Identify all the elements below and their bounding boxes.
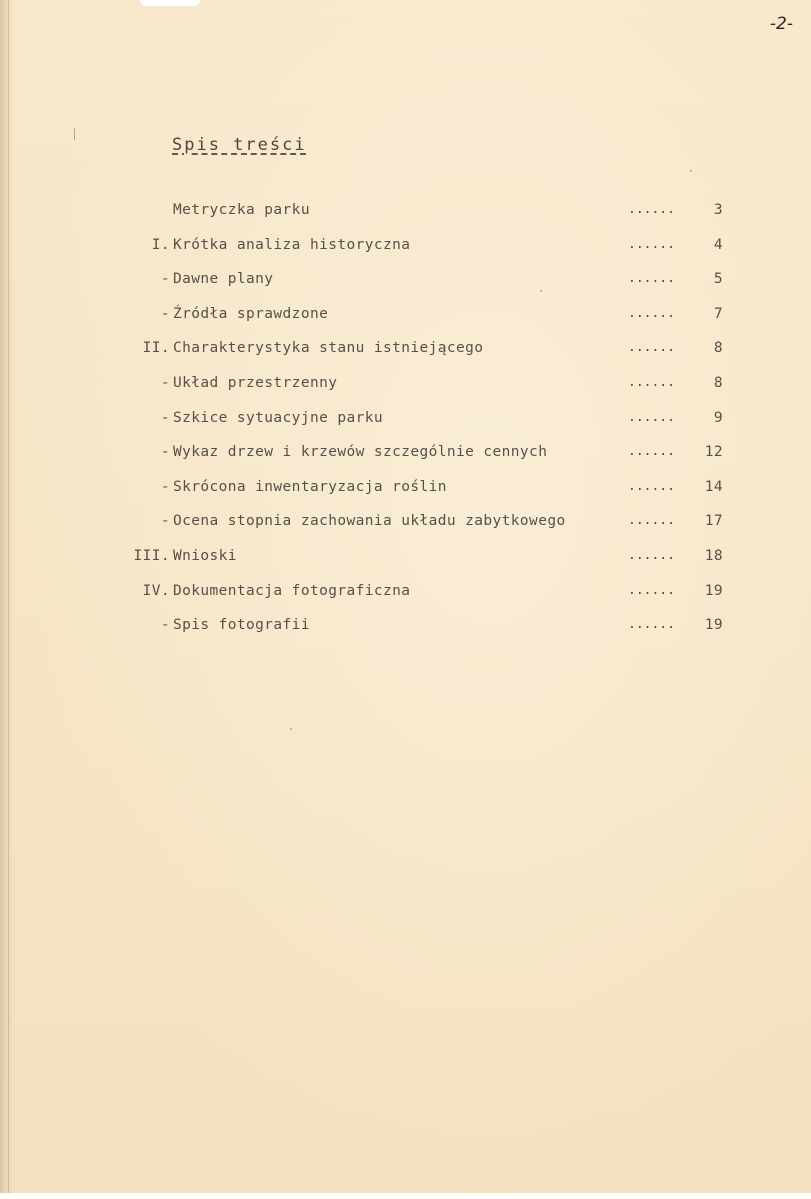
toc-entry-number: - [160, 409, 170, 426]
toc-entry [110, 202, 730, 237]
toc-entry [110, 306, 730, 341]
toc-entry-number: - [160, 617, 170, 634]
margin-mark [74, 128, 75, 140]
toc-entry-page: 18 [704, 547, 723, 564]
toc-entry-leader-dots: ...... [628, 271, 675, 287]
toc-entry-number: - [160, 305, 170, 322]
toc-entry-page: 8 [713, 374, 723, 391]
toc-entry-leader-dots: ...... [628, 444, 675, 460]
toc-entry-page: 4 [713, 236, 723, 253]
toc-entry-title: Charakterystyka stanu istniejącego [173, 340, 484, 357]
paper-speck [690, 170, 692, 172]
toc-entry [110, 410, 730, 445]
toc-entry-page: 14 [704, 478, 723, 495]
toc-entry-leader-dots: ...... [628, 513, 675, 529]
toc-entry [110, 375, 730, 410]
page-title: Spis treści [172, 135, 307, 155]
paper-fold-line [8, 0, 9, 1199]
toc-entry-title: Metryczka parku [173, 202, 310, 218]
toc-entry-title: Dawne plany [173, 271, 274, 288]
toc-entry-page: 12 [704, 444, 723, 461]
toc-entry-leader-dots: ...... [628, 305, 675, 321]
toc-entry-number: - [160, 271, 170, 288]
toc-entry-number: II. [142, 340, 170, 357]
toc-entry-page: 7 [713, 305, 723, 322]
toc-entry-number: - [160, 444, 170, 461]
toc-entry-title: Ocena stopnia zachowania układu zabytkowego [173, 513, 566, 530]
toc-entry-number: III. [133, 547, 170, 564]
paper-speck [290, 728, 292, 730]
toc-entry-leader-dots: ...... [628, 236, 675, 252]
toc-entry [110, 513, 730, 548]
toc-entry-page: 8 [713, 340, 723, 357]
toc-entry-title: Szkice sytuacyjne parku [173, 409, 383, 426]
paper-top-notch [140, 0, 200, 6]
table-of-contents [110, 202, 730, 652]
toc-entry [110, 444, 730, 479]
toc-entry [110, 340, 730, 375]
toc-entry-leader-dots: ...... [628, 374, 675, 390]
toc-entry-title: Wykaz drzew i krzewów szczególnie cennych [173, 444, 548, 461]
toc-entry-number: - [160, 478, 170, 495]
toc-entry-number: - [160, 374, 170, 391]
toc-entry-leader-dots: ...... [628, 547, 675, 563]
toc-entry-page: 17 [704, 513, 723, 530]
toc-entry [110, 237, 730, 272]
toc-entry [110, 271, 730, 306]
toc-entry-page: 5 [713, 271, 723, 288]
toc-entry-leader-dots: ...... [628, 582, 675, 598]
toc-entry-title: Spis fotografii [173, 617, 310, 634]
paper-bottom-edge [0, 1193, 811, 1199]
paper-left-edge [0, 0, 14, 1199]
toc-entry-title: Dokumentacja fotograficzna [173, 582, 411, 599]
toc-entry-page: 19 [704, 582, 723, 599]
toc-entry-leader-dots: ...... [628, 478, 675, 494]
toc-entry-page: 9 [713, 409, 723, 426]
toc-entry [110, 583, 730, 618]
page-number: -2- [769, 14, 793, 34]
toc-entry-title: Krótka analiza historyczna [173, 236, 411, 253]
toc-entry-leader-dots: ...... [628, 340, 675, 356]
toc-entry-title: Skrócona inwentaryzacja roślin [173, 478, 447, 495]
toc-entry [110, 548, 730, 583]
toc-entry-leader-dots: ...... [628, 409, 675, 425]
toc-entry-number: IV. [142, 582, 170, 599]
toc-entry-page: 19 [704, 617, 723, 634]
toc-entry-page: 3 [713, 202, 723, 218]
toc-entry [110, 479, 730, 514]
toc-entry-leader-dots: ...... [628, 617, 675, 633]
toc-entry-title: Źródła sprawdzone [173, 305, 329, 322]
toc-entry-title: Układ przestrzenny [173, 374, 338, 391]
toc-entry-number: - [160, 513, 170, 530]
toc-entry-leader-dots: ...... [628, 202, 675, 217]
toc-entry [110, 617, 730, 652]
toc-entry-number: I. [151, 236, 170, 253]
toc-entry-title: Wnioski [173, 547, 237, 564]
